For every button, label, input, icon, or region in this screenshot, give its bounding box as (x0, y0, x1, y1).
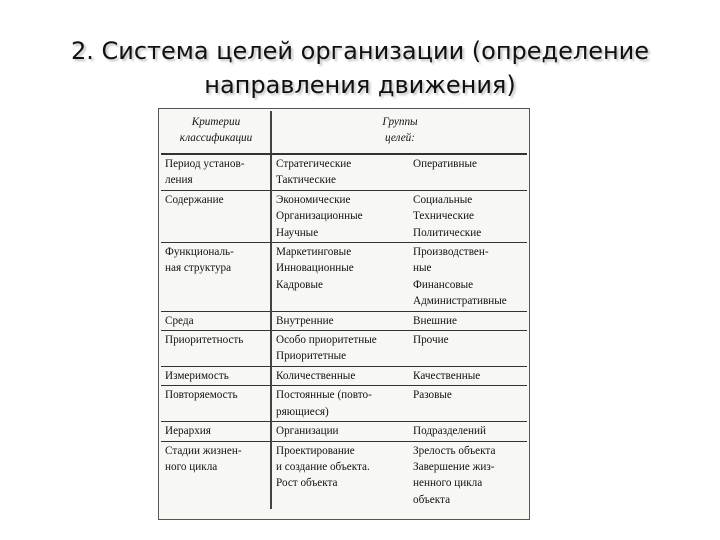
cell-line: Экономические (276, 193, 351, 206)
cell-line: Финансовые (413, 278, 474, 291)
table-row (161, 441, 527, 509)
group-cell-1 (271, 386, 409, 422)
cell-line: Маркетинговые (276, 246, 352, 259)
cell-line: ления (165, 174, 193, 187)
goals-table-image (158, 108, 530, 520)
slide-title-line-2: направления движения) (204, 71, 516, 99)
table-row (161, 154, 527, 190)
cell-line: Содержание (165, 193, 224, 206)
criteria-cell (161, 366, 271, 385)
cell-line: объекта (413, 493, 451, 506)
cell-line: Среда (165, 314, 194, 327)
slide-title (0, 34, 720, 102)
cell-line: Прочие (413, 334, 449, 347)
cell-line: ные (413, 262, 432, 275)
table-body (161, 154, 527, 509)
cell-line: Организации (276, 425, 339, 438)
table-row (161, 243, 527, 312)
criteria-cell (161, 190, 271, 242)
cell-line: Функциональ- (165, 246, 234, 259)
header-criteria (161, 111, 271, 154)
table-row (161, 190, 527, 242)
cell-line: Производствен- (413, 246, 489, 259)
cell-line: Политические (413, 226, 482, 239)
header-criteria-line: Критерии (191, 116, 241, 128)
group-cell-2 (409, 366, 527, 385)
cell-line: ряющиеся) (276, 405, 329, 418)
cell-line: Измеримость (165, 369, 229, 382)
group-cell-2 (409, 190, 527, 242)
group-cell-1 (271, 366, 409, 385)
group-cell-2 (409, 331, 527, 367)
cell-line: Зрелость объекта (413, 444, 496, 457)
criteria-cell (161, 441, 271, 509)
group-cell-2 (409, 243, 527, 312)
cell-line: Оперативные (413, 158, 477, 170)
criteria-cell (161, 331, 271, 367)
group-cell-2 (409, 154, 527, 190)
group-cell-1 (271, 243, 409, 312)
cell-line: Стратегические (276, 158, 352, 170)
cell-line: Рост объекта (276, 477, 338, 490)
cell-line: Социальные (413, 193, 473, 206)
slide-title-line-1: 2. Система целей организации (определение (70, 37, 650, 65)
cell-line: Период установ- (165, 158, 245, 170)
table-header-row (161, 111, 527, 154)
cell-line: Завершение жиз- (413, 460, 495, 473)
group-cell-2 (409, 422, 527, 441)
cell-line: и создание объекта. (276, 460, 370, 473)
table-row (161, 366, 527, 385)
cell-line: Количественные (276, 369, 356, 382)
cell-line: Кадровые (276, 278, 323, 291)
group-cell-1 (271, 331, 409, 367)
cell-line: Приоритетность (165, 334, 244, 347)
goals-classification-table (161, 111, 527, 509)
group-cell-2 (409, 441, 527, 509)
cell-line: Иерархия (165, 425, 211, 438)
cell-line: Приоритетные (276, 350, 347, 363)
header-criteria-line: классификации (179, 132, 253, 145)
group-cell-1 (271, 154, 409, 190)
table-row (161, 311, 527, 330)
header-groups-line: целей: (385, 132, 416, 145)
table-row (161, 422, 527, 441)
cell-line: Особо приоритетные (276, 334, 377, 347)
cell-line: Подразделений (413, 425, 486, 438)
cell-line: ненного цикла (413, 477, 483, 490)
table-row (161, 331, 527, 367)
cell-line: Разовые (413, 389, 452, 402)
cell-line: Повторяемость (165, 389, 238, 402)
table-row (161, 386, 527, 422)
cell-line: Административные (413, 295, 507, 308)
cell-line: Инновационные (276, 262, 354, 275)
cell-line: ного цикла (165, 460, 218, 473)
cell-line: Стадии жизнен- (165, 444, 242, 457)
cell-line: Внутренние (276, 314, 334, 327)
criteria-cell (161, 154, 271, 190)
cell-line: Организационные (276, 210, 363, 223)
header-groups (271, 111, 527, 154)
cell-line: ная структура (165, 262, 232, 275)
group-cell-1 (271, 190, 409, 242)
criteria-cell (161, 422, 271, 441)
criteria-cell (161, 243, 271, 312)
header-groups-line: Группы (382, 116, 418, 128)
group-cell-1 (271, 422, 409, 441)
group-cell-1 (271, 311, 409, 330)
cell-line: Проектирование (276, 444, 355, 457)
group-cell-1 (271, 441, 409, 509)
cell-line: Научные (276, 226, 319, 239)
group-cell-2 (409, 386, 527, 422)
criteria-cell (161, 386, 271, 422)
cell-line: Технические (413, 210, 475, 223)
group-cell-2 (409, 311, 527, 330)
cell-line: Качественные (413, 369, 481, 382)
criteria-cell (161, 311, 271, 330)
cell-line: Внешние (413, 314, 457, 327)
cell-line: Постоянные (повто- (276, 389, 372, 402)
cell-line: Тактические (276, 174, 336, 187)
